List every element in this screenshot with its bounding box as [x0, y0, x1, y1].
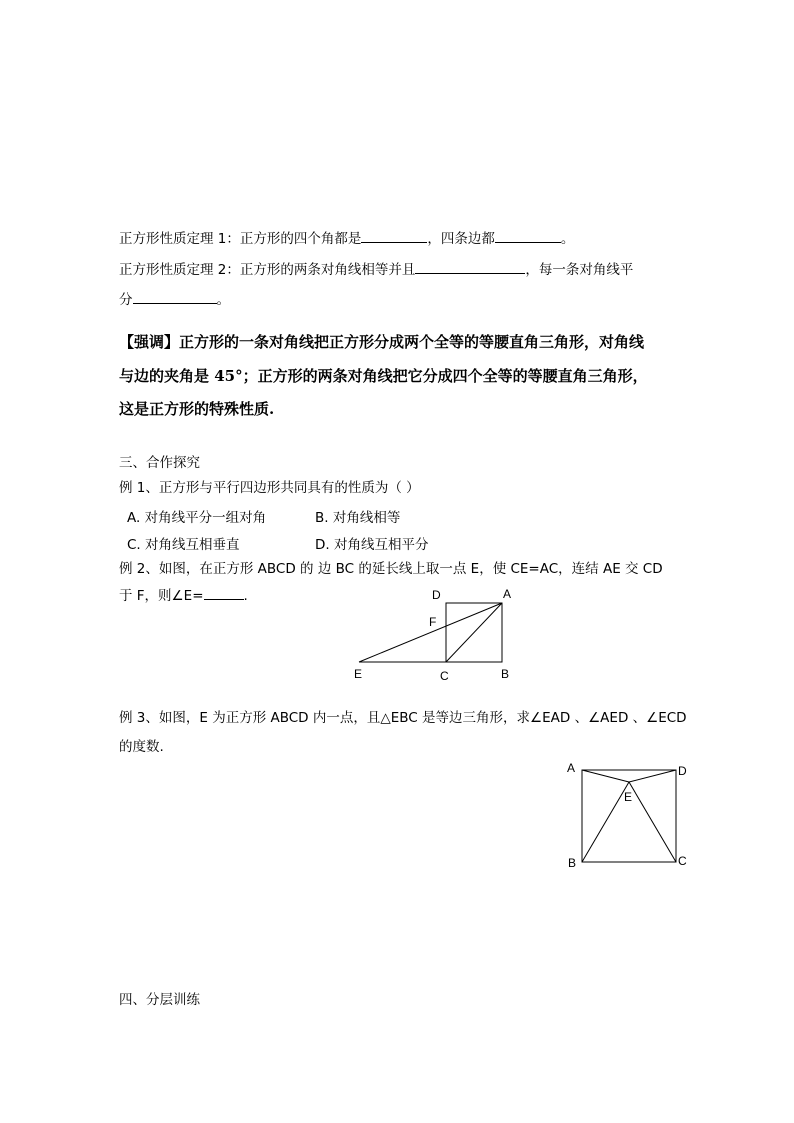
- label-c: C: [678, 854, 687, 868]
- theorem-2-blank-1[interactable]: [415, 260, 525, 274]
- label-d: D: [678, 764, 687, 778]
- example-2-line-1: 例 2、如图，在正方形 ABCD 的 边 BC 的延长线上取一点 E，使 CE=AC，连结 AE 交 CD: [119, 561, 663, 577]
- label-f: F: [429, 615, 437, 629]
- example-1-option-a[interactable]: A. 对角线平分一组对角: [127, 510, 267, 526]
- section-3-title: 三、合作探究: [119, 455, 200, 471]
- theorem-2-cont: [119, 290, 230, 309]
- example-2-line-2: [119, 586, 248, 605]
- theorem-1-mid: ，四条边都: [427, 231, 495, 247]
- label-a: A: [503, 587, 512, 601]
- segment-ea: [359, 603, 502, 662]
- example-2-answer-end: .: [243, 588, 248, 604]
- theorem-2: [119, 260, 633, 279]
- label-b: B: [501, 667, 510, 681]
- theorem-1-blank-2[interactable]: [495, 229, 561, 243]
- segment-ae: [582, 770, 629, 782]
- example-3-line-1: 例 3、如图，E 为正方形 ABCD 内一点，且△EBC 是等边三角形，求∠EAD 、∠AED 、∠ECD: [119, 710, 687, 726]
- label-c: C: [440, 669, 449, 683]
- theorem-2-blank-2[interactable]: [133, 290, 217, 304]
- theorem-2-cont-text: 分: [119, 292, 133, 308]
- example-3-figure: [560, 755, 700, 875]
- segment-de: [629, 770, 676, 782]
- emphasis-line-3: 这是正方形的特殊性质.: [119, 400, 275, 418]
- label-b: B: [568, 856, 577, 870]
- emphasis-line-2: 与边的夹角是 45°；正方形的两条对角线把它分成四个全等的等腰直角三角形，: [119, 367, 648, 385]
- example-1-option-d[interactable]: D. 对角线互相平分: [315, 537, 429, 553]
- section-4-title: 四、分层训练: [119, 992, 200, 1008]
- theorem-1-text: 正方形性质定理 1：正方形的四个角都是: [119, 231, 362, 247]
- segment-ce: [629, 782, 676, 862]
- emphasis-line-1: 【强调】正方形的一条对角线把正方形分成两个全等的等腰直角三角形，对角线: [119, 333, 645, 351]
- example-1-question: 例 1、正方形与平行四边形共同具有的性质为（ ）: [119, 480, 420, 496]
- theorem-2-text: 正方形性质定理 2：正方形的两条对角线相等并且: [119, 262, 416, 278]
- theorem-1-end: 。: [560, 231, 575, 247]
- label-d: D: [432, 588, 441, 602]
- example-1-option-c[interactable]: C. 对角线互相垂直: [127, 537, 240, 553]
- segment-be: [582, 782, 629, 862]
- theorem-2-mid: ，每一条对角线平: [525, 262, 634, 278]
- theorem-1: [119, 229, 574, 248]
- label-e: E: [624, 790, 633, 804]
- theorem-1-blank-1[interactable]: [361, 229, 427, 243]
- theorem-2-end: 。: [216, 292, 230, 308]
- example-1-option-b[interactable]: B. 对角线相等: [315, 510, 401, 526]
- diagonal-ca: [446, 603, 502, 662]
- example-2-answer-blank[interactable]: [204, 586, 244, 600]
- label-e: E: [354, 667, 363, 681]
- example-3-line-2: 的度数.: [119, 739, 164, 755]
- example-2-answer-prefix: 于 F，则∠E=: [119, 588, 204, 604]
- example-2-figure: [350, 585, 520, 685]
- label-a: A: [567, 761, 576, 775]
- square-abcd: [582, 770, 676, 862]
